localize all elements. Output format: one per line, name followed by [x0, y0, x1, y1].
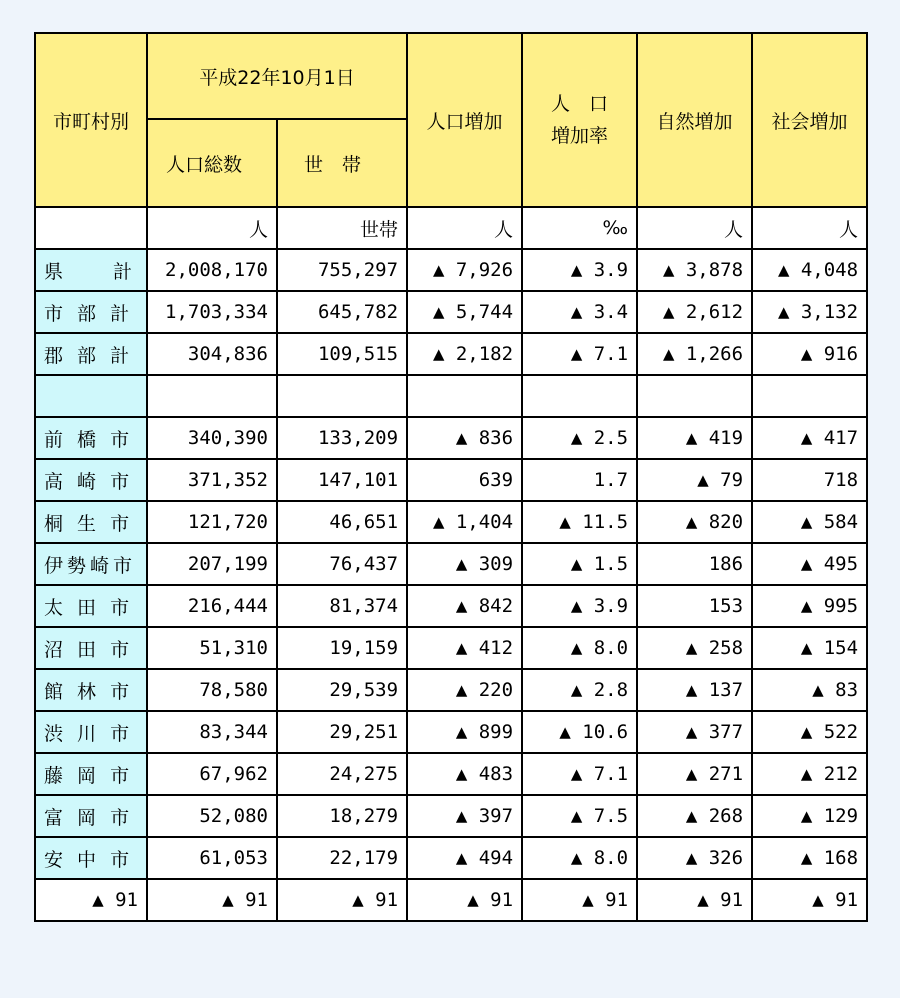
cell-households: 18,279 [277, 795, 407, 837]
table-row [35, 837, 867, 879]
cell-total: 216,444 [147, 585, 277, 627]
header-social-increase: 社会増加 [752, 33, 867, 207]
cell-total: 340,390 [147, 417, 277, 459]
unit-cell: ‰ [522, 207, 637, 249]
cell-rate: ▲ 7.5 [522, 795, 637, 837]
city-name: 太 田 市 [35, 585, 147, 627]
cell-rate: ▲ 3.9 [522, 585, 637, 627]
table-row [35, 333, 867, 375]
summary-name: 市 部 計 [35, 291, 147, 333]
last-cell: ▲ 91 [147, 879, 277, 921]
cell-households: 76,437 [277, 543, 407, 585]
spacer-cell [637, 375, 752, 417]
cell-households: 755,297 [277, 249, 407, 291]
city-name: 前 橋 市 [35, 417, 147, 459]
cell-natural: ▲ 79 [637, 459, 752, 501]
cell-households: 24,275 [277, 753, 407, 795]
cell-total: 1,703,334 [147, 291, 277, 333]
header-increase-rate [522, 33, 637, 207]
last-cell: ▲ 91 [522, 879, 637, 921]
cell-rate: ▲ 10.6 [522, 711, 637, 753]
summary-name: 郡 部 計 [35, 333, 147, 375]
cell-total: 121,720 [147, 501, 277, 543]
cell-rate: ▲ 7.1 [522, 333, 637, 375]
unit-cell: 人 [637, 207, 752, 249]
header-rate-line1: 人 口 [551, 93, 609, 115]
city-name: 伊勢崎市 [35, 543, 147, 585]
cell-rate: ▲ 7.1 [522, 753, 637, 795]
header-total-pop: 人口総数 [147, 119, 277, 207]
cell-households: 147,101 [277, 459, 407, 501]
cell-social: ▲ 584 [752, 501, 867, 543]
city-name: 桐 生 市 [35, 501, 147, 543]
cell-natural: 153 [637, 585, 752, 627]
population-table [34, 32, 868, 922]
cell-natural: 186 [637, 543, 752, 585]
unit-cell: 世帯 [277, 207, 407, 249]
cell-total: 2,008,170 [147, 249, 277, 291]
city-name: 渋 川 市 [35, 711, 147, 753]
city-name: 館 林 市 [35, 669, 147, 711]
cell-households: 22,179 [277, 837, 407, 879]
units-row [35, 207, 867, 249]
spacer-cell [277, 375, 407, 417]
cell-rate: ▲ 2.5 [522, 417, 637, 459]
cell-total: 52,080 [147, 795, 277, 837]
cell-rate: ▲ 3.4 [522, 291, 637, 333]
city-name: 沼 田 市 [35, 627, 147, 669]
table-row [35, 753, 867, 795]
cell-households: 19,159 [277, 627, 407, 669]
cell-households: 46,651 [277, 501, 407, 543]
table-row [35, 417, 867, 459]
cell-pop-inc: ▲ 2,182 [407, 333, 522, 375]
cell-households: 645,782 [277, 291, 407, 333]
header-municipality: 市町村別 [35, 33, 147, 207]
table-row [35, 543, 867, 585]
cell-households: 133,209 [277, 417, 407, 459]
cell-pop-inc: ▲ 494 [407, 837, 522, 879]
cell-social: ▲ 916 [752, 333, 867, 375]
cell-rate: ▲ 2.8 [522, 669, 637, 711]
last-cell: ▲ 91 [407, 879, 522, 921]
units-blank [35, 207, 147, 249]
cell-natural: ▲ 3,878 [637, 249, 752, 291]
spacer-name [35, 375, 147, 417]
cell-total: 51,310 [147, 627, 277, 669]
cell-natural: ▲ 258 [637, 627, 752, 669]
header-pop-increase: 人口増加 [407, 33, 522, 207]
cell-natural: ▲ 820 [637, 501, 752, 543]
city-name: 富 岡 市 [35, 795, 147, 837]
cell-total: 371,352 [147, 459, 277, 501]
cell-households: 29,251 [277, 711, 407, 753]
unit-cell: 人 [147, 207, 277, 249]
cell-pop-inc: ▲ 842 [407, 585, 522, 627]
cell-rate: ▲ 8.0 [522, 837, 637, 879]
cell-social: ▲ 522 [752, 711, 867, 753]
cell-pop-inc: 639 [407, 459, 522, 501]
cell-natural: ▲ 326 [637, 837, 752, 879]
city-name: 安 中 市 [35, 837, 147, 879]
cell-pop-inc: ▲ 412 [407, 627, 522, 669]
last-cell: ▲ 91 [277, 879, 407, 921]
cell-rate: ▲ 1.5 [522, 543, 637, 585]
cell-rate: 1.7 [522, 459, 637, 501]
cell-total: 207,199 [147, 543, 277, 585]
cell-social: ▲ 995 [752, 585, 867, 627]
table-row [35, 501, 867, 543]
cell-rate: ▲ 8.0 [522, 627, 637, 669]
table-row [35, 291, 867, 333]
cell-total: 304,836 [147, 333, 277, 375]
spacer-cell [407, 375, 522, 417]
cell-pop-inc: ▲ 397 [407, 795, 522, 837]
unit-cell: 人 [752, 207, 867, 249]
spacer-cell [752, 375, 867, 417]
table-row [35, 627, 867, 669]
last-cell: ▲ 91 [35, 879, 147, 921]
cell-pop-inc: ▲ 836 [407, 417, 522, 459]
cell-natural: ▲ 2,612 [637, 291, 752, 333]
cell-pop-inc: ▲ 309 [407, 543, 522, 585]
spacer-cell [147, 375, 277, 417]
cell-pop-inc: ▲ 5,744 [407, 291, 522, 333]
cell-pop-inc: ▲ 220 [407, 669, 522, 711]
cell-natural: ▲ 137 [637, 669, 752, 711]
cell-pop-inc: ▲ 1,404 [407, 501, 522, 543]
cell-social: ▲ 154 [752, 627, 867, 669]
cell-social: ▲ 168 [752, 837, 867, 879]
cell-rate: ▲ 11.5 [522, 501, 637, 543]
cell-households: 81,374 [277, 585, 407, 627]
cell-total: 83,344 [147, 711, 277, 753]
cell-social: ▲ 417 [752, 417, 867, 459]
table-row [35, 249, 867, 291]
cell-social: ▲ 212 [752, 753, 867, 795]
table-row [35, 669, 867, 711]
cell-pop-inc: ▲ 7,926 [407, 249, 522, 291]
table-row [35, 795, 867, 837]
spacer-row [35, 375, 867, 417]
header-date: 平成22年10月1日 [147, 33, 407, 119]
cell-social: 718 [752, 459, 867, 501]
city-name: 高 崎 市 [35, 459, 147, 501]
table-row [35, 711, 867, 753]
cell-social: ▲ 3,132 [752, 291, 867, 333]
city-name: 藤 岡 市 [35, 753, 147, 795]
cell-natural: ▲ 377 [637, 711, 752, 753]
cell-social: ▲ 83 [752, 669, 867, 711]
cell-total: 67,962 [147, 753, 277, 795]
last-cell: ▲ 91 [752, 879, 867, 921]
cell-households: 29,539 [277, 669, 407, 711]
table-row [35, 585, 867, 627]
cell-natural: ▲ 268 [637, 795, 752, 837]
unit-cell: 人 [407, 207, 522, 249]
cell-social: ▲ 129 [752, 795, 867, 837]
cell-natural: ▲ 271 [637, 753, 752, 795]
cell-total: 61,053 [147, 837, 277, 879]
cell-total: 78,580 [147, 669, 277, 711]
last-row [35, 879, 867, 921]
cell-pop-inc: ▲ 483 [407, 753, 522, 795]
spacer-cell [522, 375, 637, 417]
cell-natural: ▲ 419 [637, 417, 752, 459]
cell-natural: ▲ 1,266 [637, 333, 752, 375]
cell-rate: ▲ 3.9 [522, 249, 637, 291]
cell-social: ▲ 495 [752, 543, 867, 585]
header-households: 世 帯 [277, 119, 407, 207]
last-cell: ▲ 91 [637, 879, 752, 921]
header-rate-line2: 増加率 [551, 125, 609, 147]
header-natural-increase: 自然増加 [637, 33, 752, 207]
cell-households: 109,515 [277, 333, 407, 375]
summary-name: 県 計 [35, 249, 147, 291]
cell-pop-inc: ▲ 899 [407, 711, 522, 753]
table-row [35, 459, 867, 501]
cell-social: ▲ 4,048 [752, 249, 867, 291]
